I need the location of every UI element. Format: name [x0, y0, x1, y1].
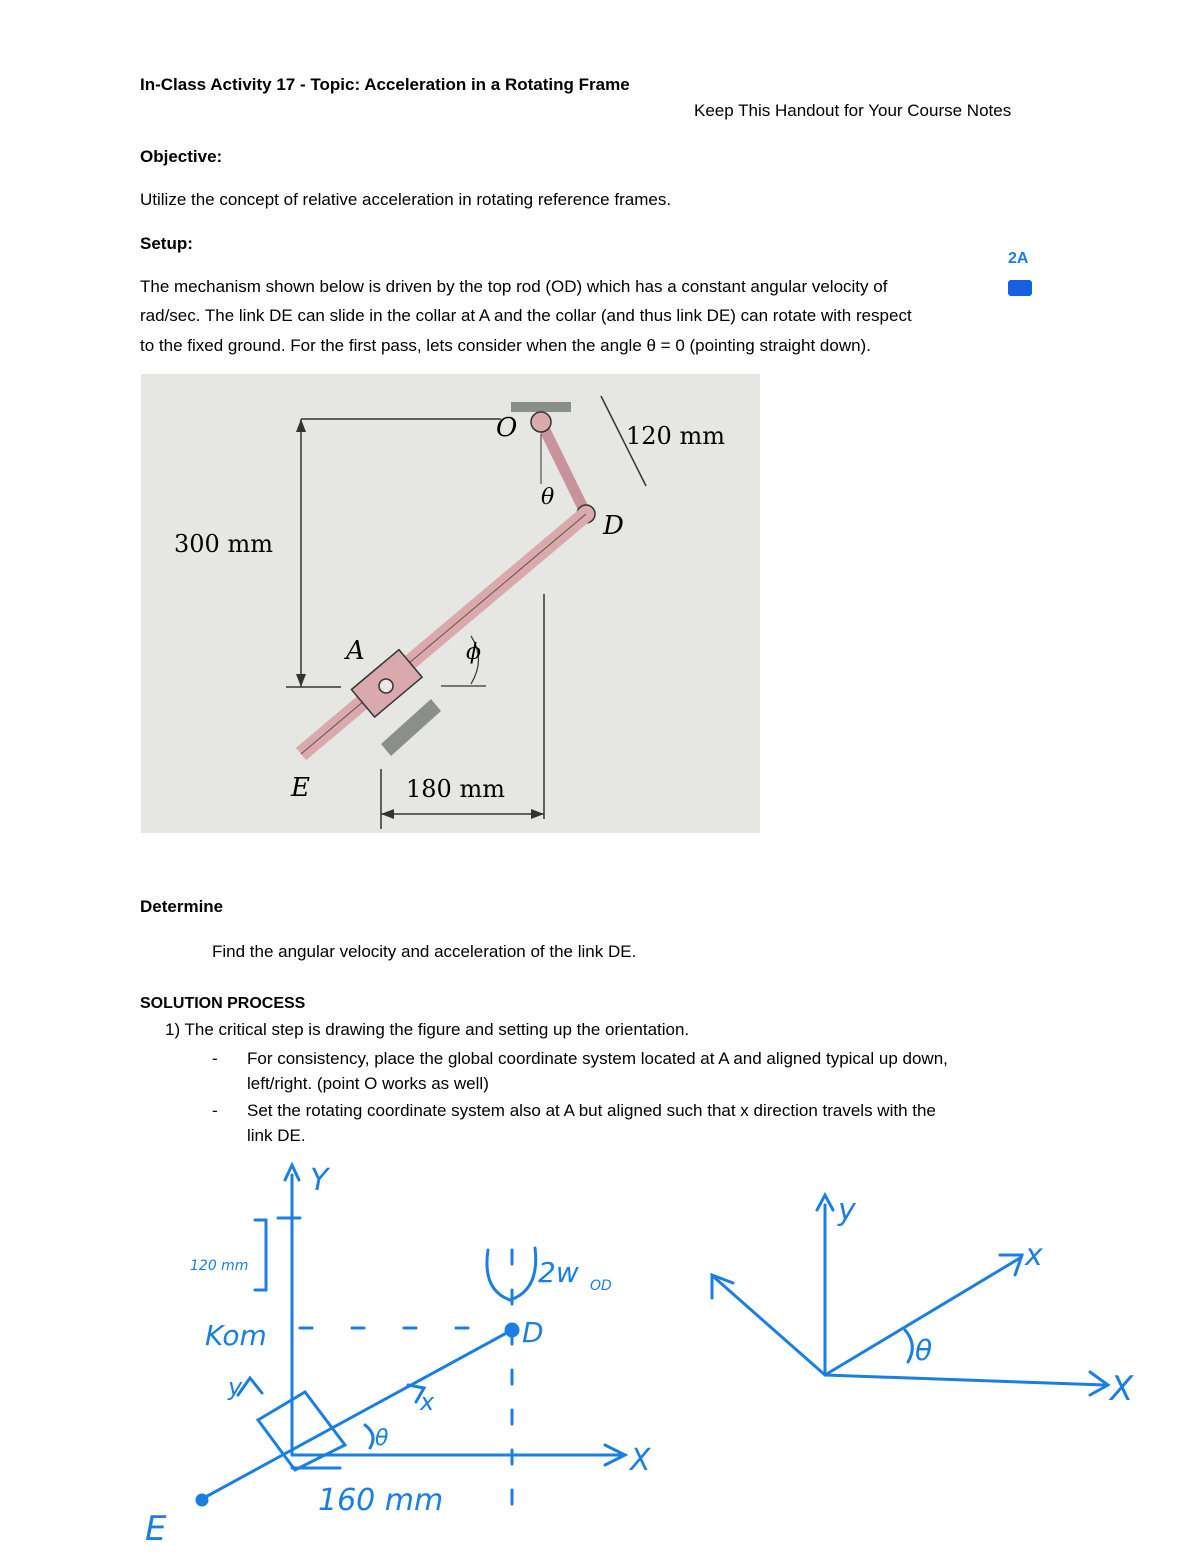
determine-text: Find the angular velocity and acceleration of the link DE. [212, 942, 637, 961]
setup-line-3: to the fixed ground. For the first pass, lets consider when the angle θ = 0 (pointing straight down). [140, 336, 871, 355]
label-180mm: 180 mm [406, 775, 505, 803]
handwritten-velocity: 2A [1008, 250, 1029, 267]
top-ground-hatch [511, 402, 571, 412]
bullet-2-line-2: link DE. [247, 1126, 306, 1145]
sketch-collar [258, 1392, 345, 1470]
label-o: O [496, 413, 518, 443]
sketch-label-160: 160 mm [318, 1483, 444, 1518]
pin-o [531, 412, 551, 432]
bullet-dash: - [212, 1049, 218, 1068]
sketch-label-local-x: x [420, 1388, 435, 1416]
sketch-omega-arc [487, 1248, 536, 1300]
sketch2-label-theta: θ [915, 1334, 933, 1367]
setup-line-1: The mechanism shown below is driven by the top rod (OD) which has a constant angular velocity of [140, 277, 888, 296]
label-e: E [291, 773, 310, 803]
sketch2-rot-y-arrow [712, 1275, 733, 1298]
sketch2-x-axis [825, 1375, 1105, 1385]
label-a: A [346, 636, 365, 666]
sketch-theta-arc [365, 1425, 373, 1448]
sketch-y-arrow [285, 1165, 299, 1180]
bullet-1-line-2: left/right. (point O works as well) [247, 1074, 489, 1093]
determine-heading: Determine [140, 897, 224, 916]
page-title: In-Class Activity 17 - Topic: Acceleration in a Rotating Frame [140, 75, 630, 94]
label-120mm: 120 mm [626, 422, 725, 450]
sketch-label-y: Y [310, 1163, 329, 1198]
sketch-label-e: E [145, 1509, 167, 1549]
sketch-link [200, 1330, 512, 1500]
sketch-point-d [506, 1324, 518, 1336]
sketch-label-theta: θ [375, 1426, 389, 1451]
sketch-label-kom: Kom [205, 1319, 267, 1352]
sketch2-rot-x-arrow [1000, 1255, 1022, 1275]
sketch2-label-x: x [1025, 1238, 1043, 1273]
sketch2-theta-arc [905, 1330, 912, 1362]
keep-note: Keep This Handout for Your Course Notes [694, 101, 1012, 120]
sketch2-rot-x [825, 1258, 1020, 1375]
objective-heading: Objective: [140, 147, 223, 166]
solution-step-1: 1) The critical step is drawing the figure and setting up the orientation. [165, 1020, 690, 1039]
sketch-label-omega: 2w [538, 1256, 579, 1289]
sketch2-y-arrow [817, 1195, 833, 1210]
scribble-mark [1008, 280, 1032, 296]
sketch-label-d: D [522, 1316, 544, 1349]
sketch2-label-y: y [838, 1193, 856, 1228]
sketch-local-x-arrow [408, 1385, 424, 1402]
pin-a [379, 679, 393, 693]
sketch2-label-X: X [1110, 1369, 1134, 1409]
solution-heading: SOLUTION PROCESS [140, 995, 306, 1012]
bullet-dash: - [212, 1101, 218, 1120]
objective-text: Utilize the concept of relative acceleration in rotating reference frames. [140, 190, 672, 209]
sketch-bracket [255, 1220, 266, 1290]
sketch-x-arrow [605, 1445, 625, 1465]
bullet-1-line-1: For consistency, place the global coordinate system located at A and aligned typical up down, [247, 1049, 948, 1068]
sketch-label-x: X [630, 1443, 651, 1478]
sketch2-rot-y [715, 1278, 825, 1375]
label-300mm: 300 mm [174, 530, 273, 558]
label-d: D [603, 511, 624, 541]
label-phi: ϕ [466, 640, 481, 665]
sketch-label-local-y: y [228, 1373, 243, 1401]
sketch-label-omega-sub: OD [590, 1278, 612, 1294]
sketch-point-e [197, 1495, 207, 1505]
label-theta: θ [541, 485, 555, 510]
setup-heading: Setup: [140, 234, 193, 253]
bullet-2-line-1: Set the rotating coordinate system also at A but aligned such that x direction travels with the [247, 1101, 936, 1120]
mechanism-figure [141, 374, 760, 833]
sketch-label-120: 120 mm [190, 1258, 249, 1274]
sketch2-x-arrow [1090, 1372, 1108, 1395]
setup-line-2: rad/sec. The link DE can slide in the collar at A and the collar (and thus link DE) can rotate with respect [140, 306, 912, 325]
sketch-local-y-arrow [238, 1378, 262, 1395]
